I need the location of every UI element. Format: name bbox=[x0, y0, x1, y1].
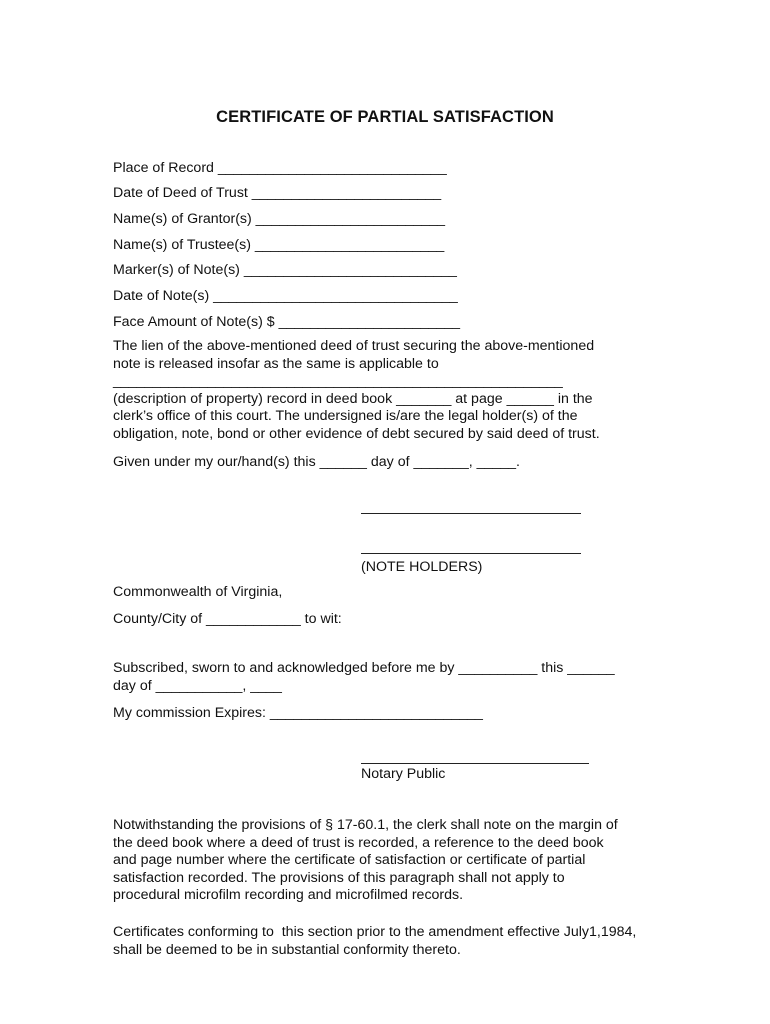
lien-line-4: (description of property) record in deed book _______ at page ______ in the bbox=[113, 390, 593, 407]
notwithstanding-line-2: the deed book where a deed of trust is recorded, a reference to the deed book bbox=[113, 834, 604, 851]
certificates-line-1: Certificates conforming to this section prior to the amendment effective July1,1984, bbox=[113, 924, 637, 940]
subscribed-paragraph bbox=[113, 660, 673, 695]
grantors-field: Name(s) of Grantor(s) ________________________ bbox=[113, 211, 446, 227]
markers-field: Marker(s) of Note(s) ___________________________ bbox=[113, 262, 457, 278]
lien-line-5: clerk’s office of this court. The undersigned is/are the legal holder(s) of the bbox=[113, 408, 578, 425]
lien-line-1: The lien of the above-mentioned deed of trust securing the above-mentioned bbox=[113, 338, 595, 354]
note-holders-label: (NOTE HOLDERS) bbox=[361, 559, 483, 575]
notary-signature-line bbox=[361, 763, 589, 764]
certificates-line-2: shall be deemed to be in substantial conformity thereto. bbox=[113, 941, 461, 958]
lien-line-6: obligation, note, bond or other evidence of debt secured by said deed of trust. bbox=[113, 425, 600, 442]
commonwealth-line: Commonwealth of Virginia, bbox=[113, 584, 283, 600]
lien-line-3: _________________________________________________________ bbox=[113, 373, 563, 390]
trustees-field: Name(s) of Trustee(s) ________________________ bbox=[113, 237, 445, 253]
notwithstanding-line-5: procedural microfilm recording and microfilmed records. bbox=[113, 887, 464, 904]
given-line: Given under my our/hand(s) this ______ day of _______, _____. bbox=[113, 454, 520, 470]
notwithstanding-line-1: Notwithstanding the provisions of § 17-60.1, the clerk shall note on the margin of bbox=[113, 817, 618, 833]
signature-line-2 bbox=[361, 553, 581, 554]
notary-public-label: Notary Public bbox=[361, 766, 446, 782]
lien-line-2: note is released insofar as the same is applicable to bbox=[113, 355, 439, 372]
face-amount-field: Face Amount of Note(s) $ _______________________ bbox=[113, 314, 461, 330]
subscribed-line-2: day of ___________, ____ bbox=[113, 677, 282, 694]
notwithstanding-line-4: satisfaction recorded. The provisions of this paragraph shall not apply to bbox=[113, 869, 565, 886]
lien-paragraph bbox=[113, 338, 673, 444]
document-title: CERTIFICATE OF PARTIAL SATISFACTION bbox=[216, 108, 554, 126]
subscribed-line-1: Subscribed, sworn to and acknowledged before me by __________ this ______ bbox=[113, 660, 615, 676]
notwithstanding-line-3: and page number where the certificate of satisfaction or certificate of partial bbox=[113, 852, 586, 869]
certificates-paragraph bbox=[113, 924, 713, 959]
county-city-line: County/City of ____________ to wit: bbox=[113, 611, 342, 627]
notwithstanding-paragraph bbox=[113, 817, 693, 905]
date-of-notes-field: Date of Note(s) _______________________________ bbox=[113, 288, 458, 304]
signature-line-1 bbox=[361, 513, 581, 514]
date-of-deed-field: Date of Deed of Trust ________________________ bbox=[113, 185, 442, 201]
place-of-record-field: Place of Record _____________________________ bbox=[113, 160, 447, 176]
commission-line: My commission Expires: ___________________________ bbox=[113, 705, 483, 721]
